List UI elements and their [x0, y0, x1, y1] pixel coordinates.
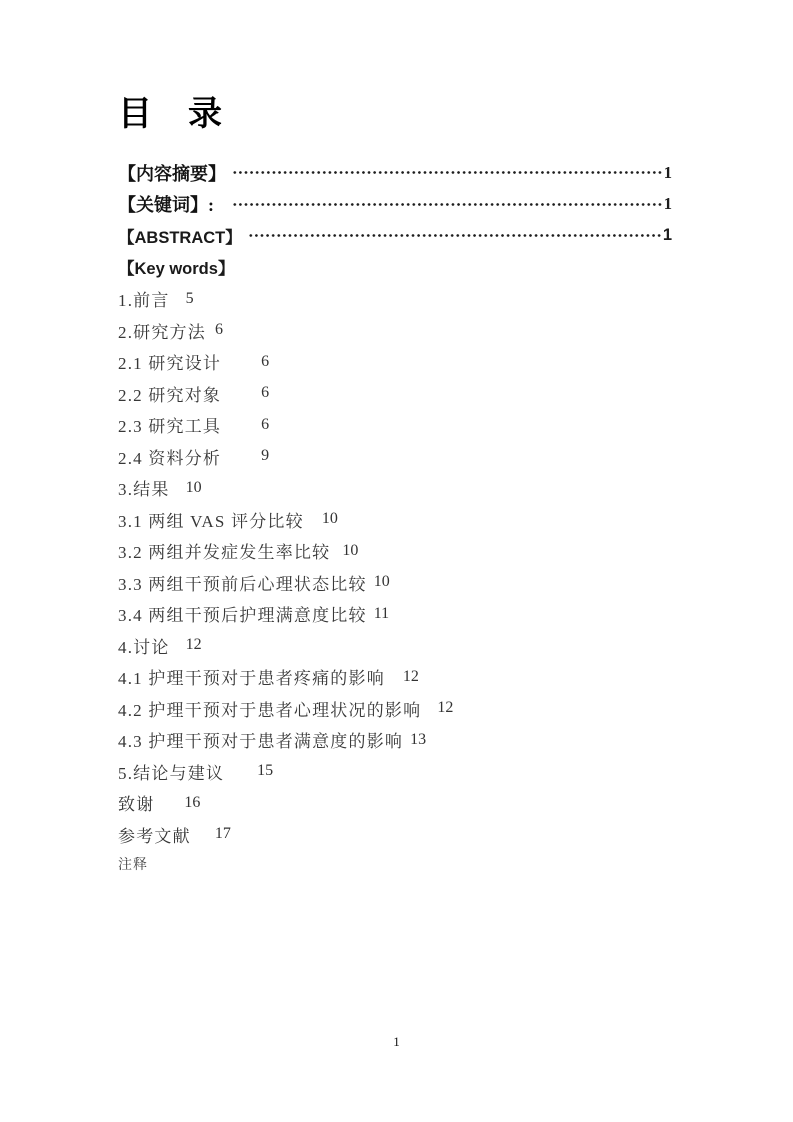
toc-entry-label: 【ABSTRACT】 — [118, 228, 242, 247]
toc-page-number: 5 — [185, 289, 194, 307]
toc-page-number: 10 — [342, 541, 359, 559]
tab-gap — [367, 613, 374, 614]
toc-entry — [118, 850, 672, 877]
tab-gap — [385, 676, 403, 677]
toc-page-number: 1 — [662, 226, 672, 245]
toc-entry-label: 2.4 资料分析 — [118, 448, 222, 468]
toc-entry — [118, 283, 672, 315]
toc-page-number: 10 — [373, 573, 390, 591]
toc-page-number: 10 — [185, 478, 202, 496]
toc-entry — [118, 220, 672, 252]
toc-entry — [118, 535, 672, 567]
toc-entry-label: 4.讨论 — [118, 637, 170, 657]
toc-entry-label: 1.前言 — [118, 291, 170, 311]
tab-gap — [304, 519, 322, 520]
toc-page-number: 6 — [214, 321, 223, 339]
toc-entry — [118, 598, 672, 630]
toc-page-number: 1 — [663, 194, 672, 214]
toc-content — [118, 0, 672, 877]
toc-entry-label: 注释 — [118, 857, 148, 873]
toc-entry-label: 2.3 研究工具 — [118, 417, 222, 437]
toc-page-number: 12 — [437, 699, 454, 717]
toc-entry — [118, 472, 672, 504]
toc-entry — [118, 819, 672, 851]
toc-page-number: 9 — [261, 447, 270, 465]
toc-entry — [118, 724, 672, 756]
tab-gap — [224, 771, 257, 772]
tab-gap — [421, 708, 437, 709]
tab-gap — [154, 802, 184, 803]
toc-entry-label: 4.2 护理干预对于患者心理状况的影响 — [118, 700, 422, 720]
toc-page-number: 17 — [214, 825, 231, 843]
page-title: 目 录 — [118, 96, 223, 133]
toc-page-number: 13 — [410, 730, 427, 748]
toc-entry — [118, 441, 672, 473]
toc-list — [118, 157, 672, 877]
tab-gap — [170, 645, 186, 646]
toc-entry-label: 【内容摘要】 — [118, 163, 226, 184]
toc-entry-label: 3.4 两组干预后护理满意度比较 — [118, 606, 367, 626]
dot-leader — [232, 168, 663, 177]
dot-leader — [232, 200, 663, 209]
toc-page-number: 10 — [321, 510, 338, 528]
tab-gap — [221, 424, 261, 425]
tab-gap — [367, 582, 374, 583]
toc-entry — [118, 787, 672, 819]
toc-entry — [118, 378, 672, 410]
tab-gap — [403, 739, 410, 740]
dot-leader — [248, 231, 662, 240]
toc-entry — [118, 630, 672, 662]
toc-entry — [118, 189, 672, 221]
toc-entry-label: 3.3 两组干预前后心理状态比较 — [118, 574, 367, 594]
toc-page-number: 12 — [185, 636, 202, 654]
toc-entry — [118, 504, 672, 536]
toc-page-number: 1 — [663, 162, 672, 182]
toc-entry-label: 3.结果 — [118, 480, 170, 500]
toc-entry-label: 参考文献 — [118, 826, 191, 846]
toc-entry-label: 5.结论与建议 — [118, 763, 225, 783]
toc-page-number: 6 — [261, 415, 270, 433]
tab-gap — [330, 550, 342, 551]
toc-entry-label: 3.2 两组并发症发生率比较 — [118, 543, 331, 563]
toc-entry — [118, 661, 672, 693]
toc-page-number: 6 — [261, 352, 270, 370]
toc-page-number: 6 — [261, 384, 270, 402]
tab-gap — [221, 361, 261, 362]
toc-entry — [118, 315, 672, 347]
toc-page-number: 11 — [373, 604, 390, 622]
tab-gap — [221, 456, 261, 457]
tab-gap — [206, 330, 215, 331]
toc-entry — [118, 756, 672, 788]
toc-entry-label: 【关键词】: — [118, 195, 214, 216]
toc-entry-label: 【Key words】 — [118, 260, 235, 279]
toc-entry-label: 3.1 两组 VAS 评分比较 — [118, 511, 304, 531]
toc-entry — [118, 252, 672, 284]
toc-page-number: 16 — [184, 793, 201, 811]
tab-gap — [221, 393, 261, 394]
toc-entry-label: 4.1 护理干预对于患者疼痛的影响 — [118, 669, 385, 689]
toc-page-number: 12 — [402, 667, 419, 685]
footer-page-number: 1 — [393, 1034, 400, 1049]
toc-entry — [118, 409, 672, 441]
toc-entry-label: 2.2 研究对象 — [118, 385, 222, 405]
toc-entry-label: 致谢 — [118, 795, 155, 815]
toc-entry-label: 2.1 研究设计 — [118, 354, 222, 374]
toc-entry — [118, 346, 672, 378]
tab-gap — [170, 487, 186, 488]
toc-page-number: 15 — [257, 762, 274, 780]
toc-entry-label: 2.研究方法 — [118, 322, 206, 342]
toc-entry — [118, 157, 672, 189]
toc-entry — [118, 567, 672, 599]
toc-entry-label: 4.3 护理干预对于患者满意度的影响 — [118, 732, 404, 752]
tab-gap — [170, 298, 186, 299]
tab-gap — [191, 834, 215, 835]
toc-entry — [118, 693, 672, 725]
